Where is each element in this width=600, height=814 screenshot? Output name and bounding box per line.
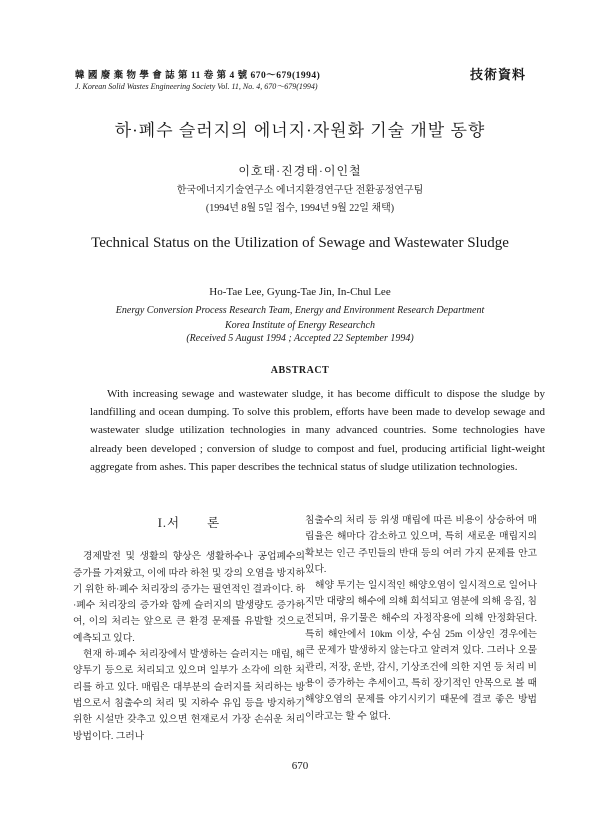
authors-korean: 이호태·진경태·이인철 xyxy=(238,164,362,178)
received-dates-english: (Received 5 August 1994 ; Accepted 22 September 1994) xyxy=(186,333,414,344)
body-column-right xyxy=(305,513,537,725)
abstract-heading: ABSTRACT xyxy=(270,365,330,376)
affiliation-korean: 한국에너지기술연구소 에너지환경연구단 전환공정연구팀 xyxy=(176,185,424,196)
section-heading-introduction: I.서 론 xyxy=(157,516,221,530)
page-number: 670 xyxy=(291,760,309,772)
affiliation-english-line-2: Korea Institute of Energy Researchch xyxy=(225,320,375,331)
paper-title-korean: 하·폐수 슬러지의 에너지·자원화 기술 개발 동향 xyxy=(114,121,486,140)
affiliation-english-line-1: Energy Conversion Process Research Team, Energy and Environment Research Department xyxy=(115,305,485,316)
authors-english: Ho-Tae Lee, Gyung-Tae Jin, In-Chul Lee xyxy=(209,286,391,298)
body-paragraph: 경제발전 및 생활의 향상은 생활하수나 공업폐수의 증가를 가져왔고, 이에 따라 하천 및 강의 오염을 방지하기 위한 하·폐수 처리장의 증가는 필연적인 결과이다. 하·폐수 처리장의 증가와 함께 슬러지의 발생량도 증가하여, 이의 처리는 앞으로 큰 환경 문제를 유발할 것으로 예측되고 있다. xyxy=(73,551,305,644)
body-column-left xyxy=(73,513,305,745)
body-paragraph: 침출수의 처리 등 위생 매립에 따른 비용이 상승하여 매립율은 해마다 감소하고 있으며, 특히 새로운 매립지의 확보는 인근 주민들의 반대 등의 여러 가지 문제를 안고 있다. xyxy=(305,515,537,575)
section-tag: 技術資料 xyxy=(470,67,527,82)
affiliation-english xyxy=(0,303,600,333)
journal-header-english: J. Korean Solid Wastes Engineering Society Vol. 11, No. 4, 670～679(1994) xyxy=(75,82,318,91)
abstract-text: With increasing sewage and wastewater sludge, it has become difficult to dispose the sludge by landfilling and ocean dumping. To solve this problem, efforts have been made to develop sewage and wastewater sludge utilization technologies in many advanced countries. Some technologies have already been developed ; conversion of sludge to compost and fuel, producing artificial light-weight aggregate from ashes. This paper describes the technical status of sludge utilization technologies. xyxy=(90,388,545,473)
paper-title-english: Technical Status on the Utilization of Sewage and Wastewater Sludge xyxy=(91,235,509,251)
dates-korean: (1994년 8월 5일 접수, 1994년 9월 22일 채택) xyxy=(205,203,395,214)
body-paragraph: 해양 투기는 일시적인 해양오염이 일시적으로 일어나지만 대량의 해수에 의해 희석되고 염분에 의해 응집, 침전되며, 유기물은 해수의 자정작용에 의해 안정화된다. 특히 해안에서 10km 이상, 수심 25m 이상인 경우에는 큰 문제가 발생하지 않는다고 알려져 있다. 그러나 오물관리, 저장, 운반, 감시, 기상조건에 의한 지연 등 처리 비용이 증가하는 추세이고, 특히 장기적인 안목으로 볼 때 해양오염의 문제를 야기시키기 때문에 결코 좋은 방법이라고는 할 수 없다. xyxy=(305,580,537,722)
journal-header-korean: 韓 國 廢 棄 物 學 會 誌 第 11 卷 第 4 號 670～679(1994) xyxy=(75,71,321,81)
body-paragraph: 현재 하·폐수 처리장에서 발생하는 슬러지는 매립, 해양투기 등으로 처리되고 있으며 일부가 소각에 의한 처리를 하고 있다. 매립은 대부분의 슬러지를 처리하는 방법으로서 침출수의 처리 및 지하수 유입 등을 방지하기 위한 시설만 갖추고 있으면 현재로서 가장 손쉬운 처리방법이다. 그러나 xyxy=(73,649,305,742)
